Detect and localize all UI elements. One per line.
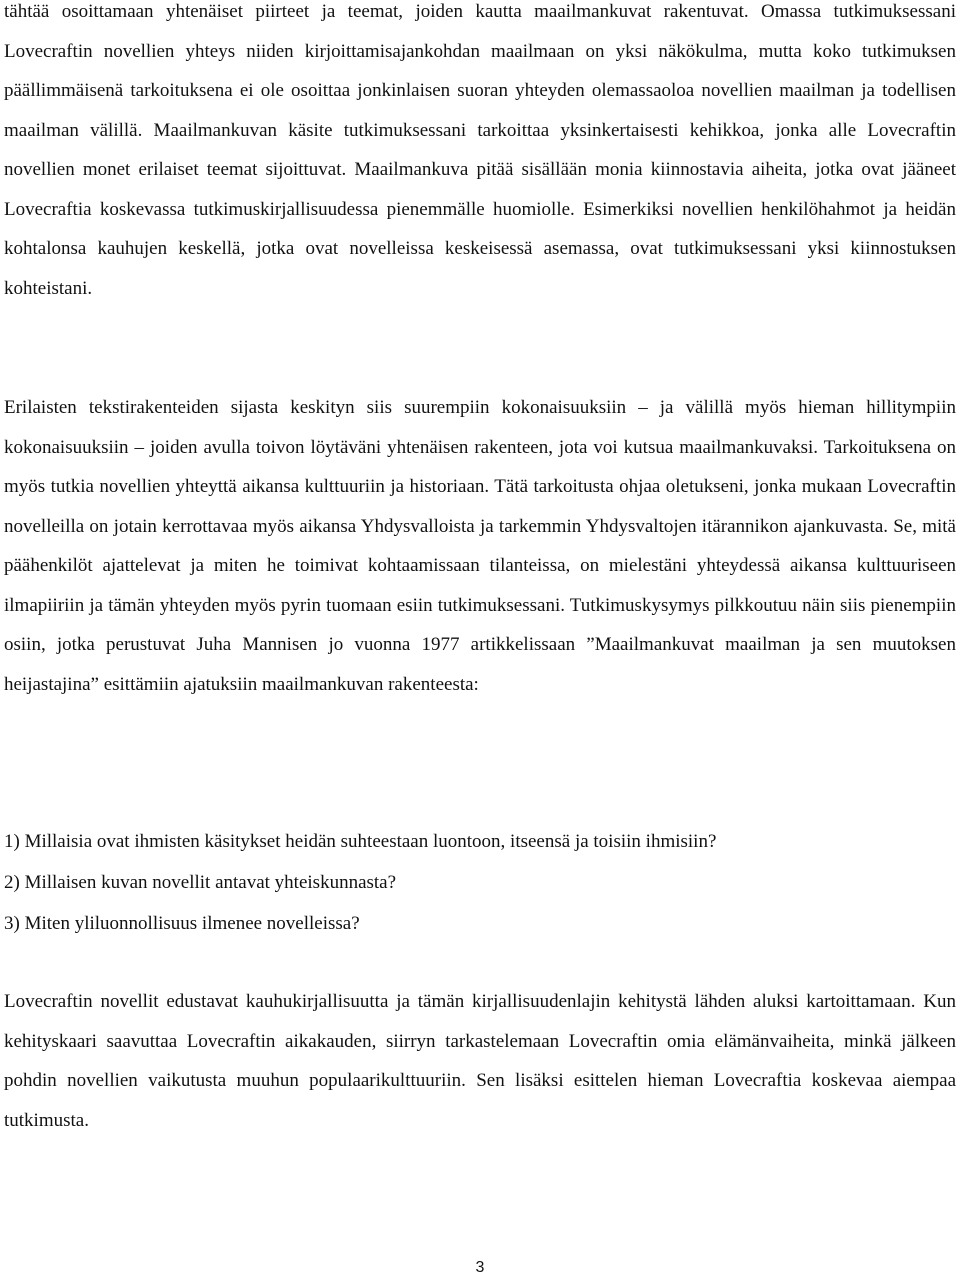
body-paragraph-2: Erilaisten tekstirakenteiden sijasta keskityn siis suurempiin kokonaisuuksiin – ja välillä myös hieman hillitympiin kokonaisuuksiin – joiden avulla toivon löytäväni yhtenäisen rakenteen, jota voi kutsua maailmankuvaksi. Tarkoituksena on myös tutkia novellien yhteyttä aikansa kulttuuriin ja historiaan. Tätä tarkoitusta ohjaa oletukseni, jonka mukaan Lovecraftin novelleilla on jotain kerrottavaa myös aikansa Yhdysvalloista ja tarkemmin Yhdysvaltojen itärannikon ajankuvasta. Se, mitä päähenkilöt ajattelevat ja miten he toimivat kohtaamissaan tilanteissa, on mielestäni yhteydessä aikansa kulttuuriseen ilmapiiriin ja tämän yhteyden myös pyrin tuomaan esiin tutkimuksessani. Tutkimuskysymys pilkkoutuu näin siis pienempiin osiin, jotka perustuvat Juha Mannisen jo vuonna 1977 artikkelissaan ”Maailmankuvat maailman ja sen muutoksen heijastajina” esittämiin ajatuksiin maailmankuvan rakenteesta: xyxy=(4,397,956,695)
body-paragraph-1: tähtää osoittamaan yhtenäiset piirteet ja teemat, joiden kautta maailmankuvat rakentuvat. Omassa tutkimuksessani Lovecraftin novellien yhteys niiden kirjoittamisajankohdan maailmaan on yksi näkökulma, mutta koko tutkimuksen päällimmäisenä tarkoituksena ei ole osoittaa jonkinlaisen suoran yhteyden olemassaoloa novellien maailman ja todellisen maailman välillä. Maailmankuvan käsite tutkimuksessani tarkoittaa yksinkertaisesti kehikkoa, jonka alle Lovecraftin novellien monet erilaiset teemat sijoittuvat. Maailmankuva pitää sisällään monia kiinnostavia aiheita, jotka ovat jääneet Lovecraftia koskevassa tutkimuskirjallisuudessa pienemmälle huomiolle. Esimerkiksi novellien henkilöhahmot ja heidän kohtalonsa kauhujen keskellä, jotka ovat novelleissa keskeisessä asemassa, ovat tutkimuksessani yksi kiinnostuksen kohteistani. xyxy=(4,1,956,299)
body-paragraph-3: Lovecraftin novellit edustavat kauhukirjallisuutta ja tämän kirjallisuudenlajin kehitystä lähden aluksi kartoittamaan. Kun kehityskaari saavuttaa Lovecraftin aikakauden, siirryn tarkastelemaan Lovecraftin omia elämänvaiheita, minkä jälkeen pohdin novellien vaikutusta muuhun populaarikulttuuriin. Sen lisäksi esittelen hieman Lovecraftia koskevaa aiempaa tutkimusta. xyxy=(4,991,956,1131)
research-question-1: 1) Millaisia ovat ihmisten käsitykset heidän suhteestaan luontoon, itseensä ja toisiin ihmisiin? xyxy=(4,831,717,852)
research-questions-list xyxy=(4,828,956,951)
research-question-2: 2) Millaisen kuvan novellit antavat yhteiskunnasta? xyxy=(4,872,397,893)
research-question-3: 3) Miten yliluonnollisuus ilmenee novelleissa? xyxy=(4,913,360,934)
page-number: 3 xyxy=(475,1259,485,1276)
